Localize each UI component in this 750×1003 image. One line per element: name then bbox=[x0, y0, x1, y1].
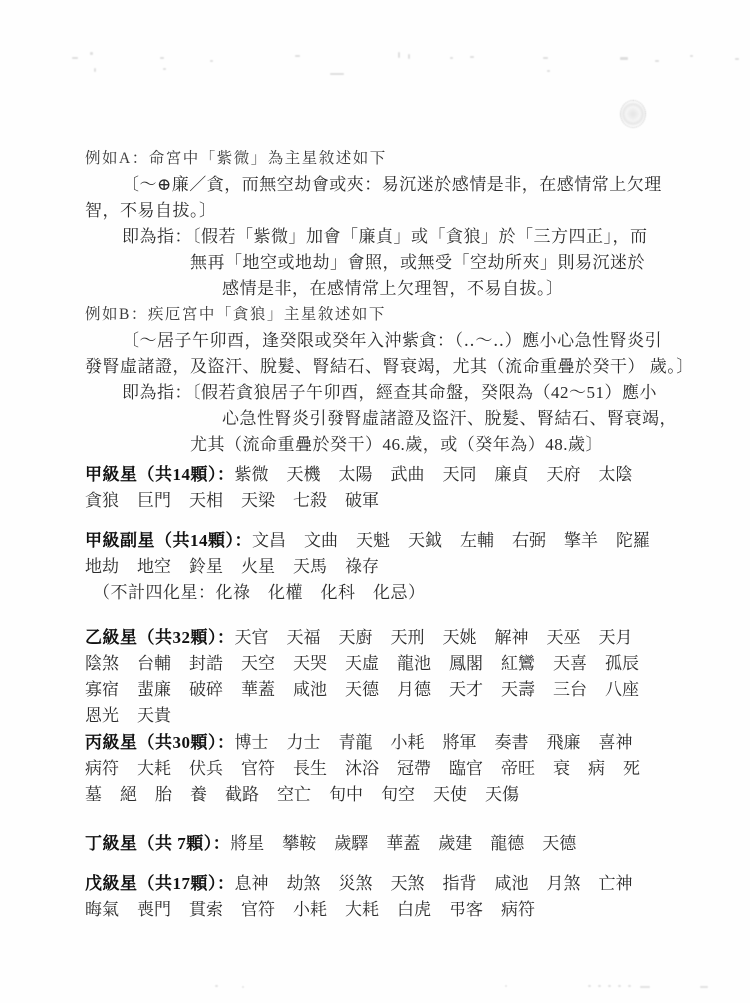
scan-noise-mark bbox=[398, 52, 400, 58]
star-name: 龍池 bbox=[397, 654, 431, 673]
star-name: 地劫 bbox=[85, 557, 119, 576]
scan-noise-mark bbox=[215, 985, 218, 987]
star-name: 天府 bbox=[546, 465, 581, 484]
text-line: 即為指：〔假若「紫微」加會「廉貞」或「貪狼」於「三方四正」，而 bbox=[122, 227, 648, 246]
star-name: 天壽 bbox=[501, 680, 535, 699]
star-name: 天喜 bbox=[553, 654, 587, 673]
stamp-icon bbox=[620, 100, 646, 128]
star-name: 台輔 bbox=[137, 654, 171, 673]
star-name: 破碎 bbox=[189, 680, 223, 699]
scan-noise-mark bbox=[242, 986, 244, 988]
star-name: 寡宿 bbox=[85, 680, 119, 699]
star-name: 病符 bbox=[85, 759, 119, 778]
text-line: 發腎虛諸證，及盜汗、脫髮、腎結石、腎衰竭，尤其（流命重疊於癸干） 歲。〕 bbox=[85, 357, 694, 376]
star-name: 巨門 bbox=[137, 491, 171, 510]
star-name: 天傷 bbox=[485, 785, 519, 804]
star-name: 咸池 bbox=[494, 874, 529, 893]
scan-noise-mark bbox=[210, 60, 213, 62]
star-name: 紫微 bbox=[234, 465, 269, 484]
star-name: 青龍 bbox=[338, 733, 373, 752]
star-name: 太陽 bbox=[338, 465, 373, 484]
star-name: 歲建 bbox=[438, 834, 473, 853]
text-line: 智，不易自拔。〕 bbox=[85, 201, 217, 220]
scan-noise-mark bbox=[295, 55, 300, 57]
star-name: 奏書 bbox=[494, 733, 529, 752]
star-name: 將軍 bbox=[442, 733, 477, 752]
text-line: 無再「地空或地劫」會照，或無受「空劫所夾」則易沉迷於 bbox=[190, 253, 645, 272]
star-name: 天魁 bbox=[356, 531, 390, 550]
star-name: 歲驛 bbox=[334, 834, 369, 853]
star-name: 地空 bbox=[137, 557, 171, 576]
star-name: 天相 bbox=[189, 491, 223, 510]
star-section-grade-c bbox=[85, 730, 685, 808]
star-name: 天月 bbox=[598, 628, 633, 647]
star-section-heading: 丙級星（共30顆）： bbox=[85, 733, 235, 752]
star-name: 陀羅 bbox=[616, 531, 650, 550]
star-section-heading: 乙級星（共32顆）： bbox=[85, 628, 235, 647]
star-name: 龍德 bbox=[490, 834, 525, 853]
star-name: 左輔 bbox=[460, 531, 494, 550]
star-name: 武曲 bbox=[390, 465, 425, 484]
star-name: 紅鸞 bbox=[501, 654, 535, 673]
star-name: 沐浴 bbox=[345, 759, 379, 778]
star-name: 鳳閣 bbox=[449, 654, 483, 673]
scan-noise-mark bbox=[408, 54, 410, 59]
star-name: 弔客 bbox=[449, 900, 483, 919]
star-name: 息神 bbox=[234, 874, 269, 893]
star-name: 天馬 bbox=[293, 557, 327, 576]
star-name: 死 bbox=[623, 759, 640, 778]
four-transform-note: （不計四化星：化祿 化權 化科 化忌） bbox=[93, 583, 426, 602]
scan-noise-mark bbox=[450, 57, 453, 59]
star-section-grade-e bbox=[85, 871, 685, 923]
star-name: 將星 bbox=[230, 834, 265, 853]
star-name: 文曲 bbox=[304, 531, 338, 550]
scan-noise-mark bbox=[690, 55, 693, 57]
star-name: 帝旺 bbox=[501, 759, 535, 778]
star-name: 伏兵 bbox=[189, 759, 223, 778]
star-name: 陰煞 bbox=[85, 654, 119, 673]
scan-noise-mark bbox=[608, 985, 611, 987]
star-name: 飛廉 bbox=[546, 733, 581, 752]
star-name: 恩光 bbox=[85, 706, 119, 725]
star-name: 貫索 bbox=[189, 900, 223, 919]
star-name: 病符 bbox=[501, 900, 535, 919]
example-a-title: 例如A：命宮中「紫微」為主星敘述如下 bbox=[85, 150, 387, 167]
text-line: 〔～⊕廉／貪，而無空劫會或夾：易沉迷於感情是非，在感情常上欠理 bbox=[122, 175, 662, 194]
star-name: 月德 bbox=[397, 680, 431, 699]
star-name: 天刑 bbox=[390, 628, 425, 647]
star-name: 力士 bbox=[286, 733, 321, 752]
star-name: 蜚廉 bbox=[137, 680, 171, 699]
star-name: 天巫 bbox=[546, 628, 581, 647]
star-name: 空亡 bbox=[277, 785, 311, 804]
star-name: 火星 bbox=[241, 557, 275, 576]
star-name: 月煞 bbox=[546, 874, 581, 893]
star-name: 病 bbox=[588, 759, 605, 778]
star-name: 長生 bbox=[293, 759, 327, 778]
star-name: 擎羊 bbox=[564, 531, 598, 550]
star-name: 太陰 bbox=[598, 465, 633, 484]
star-name: 貪狼 bbox=[85, 491, 119, 510]
star-name: 祿存 bbox=[345, 557, 379, 576]
scan-noise-mark bbox=[598, 985, 601, 987]
star-name: 右弼 bbox=[512, 531, 546, 550]
star-name: 八座 bbox=[605, 680, 639, 699]
star-name: 官符 bbox=[241, 900, 275, 919]
star-section-grade-a-minor bbox=[85, 528, 685, 606]
star-name: 華蓋 bbox=[386, 834, 421, 853]
star-name: 文昌 bbox=[252, 531, 286, 550]
star-name: 天鉞 bbox=[408, 531, 442, 550]
example-a-block bbox=[85, 146, 685, 302]
star-name: 災煞 bbox=[338, 874, 373, 893]
scan-noise-mark bbox=[90, 52, 93, 55]
star-name: 亡神 bbox=[598, 874, 633, 893]
star-section-heading: 甲級星（共14顆）： bbox=[85, 465, 235, 484]
scan-noise-mark bbox=[588, 985, 591, 987]
star-name: 天廚 bbox=[338, 628, 373, 647]
star-name: 三台 bbox=[553, 680, 587, 699]
scan-noise-mark bbox=[618, 985, 621, 987]
example-b-title: 例如B：疾厄宮中「貪狼」主星敘述如下 bbox=[85, 306, 386, 323]
star-name: 指背 bbox=[442, 874, 477, 893]
star-name: 破軍 bbox=[345, 491, 379, 510]
scan-noise-mark bbox=[72, 57, 78, 59]
star-section-grade-d bbox=[85, 831, 685, 857]
text-line: 即為指：〔假若貪狼居子午卯酉，經查其命盤，癸限為（42～51）應小 bbox=[122, 383, 657, 402]
star-name: 天德 bbox=[345, 680, 379, 699]
star-name: 衰 bbox=[553, 759, 570, 778]
star-name: 旬中 bbox=[329, 785, 363, 804]
star-name: 華蓋 bbox=[241, 680, 275, 699]
scan-noise-mark bbox=[628, 985, 631, 987]
text-line: 尤其（流命重疊於癸干）46.歲，或（癸年為）48.歲〕 bbox=[190, 435, 603, 454]
star-name: 墓 bbox=[85, 785, 102, 804]
star-name: 封誥 bbox=[189, 654, 223, 673]
star-name: 養 bbox=[190, 785, 207, 804]
scan-noise-mark bbox=[655, 60, 659, 62]
star-name: 喪門 bbox=[137, 900, 171, 919]
star-name: 白虎 bbox=[397, 900, 431, 919]
star-name: 天姚 bbox=[442, 628, 477, 647]
star-name: 劫煞 bbox=[286, 874, 321, 893]
star-name: 天虛 bbox=[345, 654, 379, 673]
star-name: 天福 bbox=[286, 628, 321, 647]
star-section-grade-a bbox=[85, 462, 685, 514]
star-list bbox=[230, 834, 576, 853]
star-name: 天貴 bbox=[137, 706, 171, 725]
scan-noise-mark bbox=[163, 68, 166, 70]
scan-noise-mark bbox=[547, 70, 550, 72]
star-name: 絕 bbox=[120, 785, 137, 804]
scan-noise-mark bbox=[620, 57, 628, 60]
star-name: 小耗 bbox=[293, 900, 327, 919]
scan-noise-mark bbox=[160, 57, 164, 59]
text-line: 心急性腎炎引發腎虛諸證及盜汗、脫髮、腎結石、腎衰竭， bbox=[222, 409, 677, 428]
star-name: 天煞 bbox=[390, 874, 425, 893]
star-name: 天德 bbox=[542, 834, 577, 853]
star-name: 胎 bbox=[155, 785, 172, 804]
scan-noise-mark bbox=[640, 986, 650, 988]
star-name: 七殺 bbox=[293, 491, 327, 510]
star-name: 天才 bbox=[449, 680, 483, 699]
star-name: 廉貞 bbox=[494, 465, 529, 484]
star-name: 天哭 bbox=[293, 654, 327, 673]
star-section-heading: 丁級星（共 7顆）： bbox=[85, 834, 231, 853]
star-name: 天梁 bbox=[241, 491, 275, 510]
star-name: 鈴星 bbox=[189, 557, 223, 576]
star-name: 旬空 bbox=[381, 785, 415, 804]
star-name: 臨官 bbox=[449, 759, 483, 778]
star-name: 晦氣 bbox=[85, 900, 119, 919]
text-line: 〔～居子午卯酉，逢癸限或癸年入沖紫貪：（‥～‥）應小心急性腎炎引 bbox=[122, 331, 663, 350]
example-b-block bbox=[85, 302, 694, 458]
star-name: 天機 bbox=[286, 465, 321, 484]
star-name: 天同 bbox=[442, 465, 477, 484]
star-name: 大耗 bbox=[137, 759, 171, 778]
star-name: 大耗 bbox=[345, 900, 379, 919]
text-line: 感情是非，在感情常上欠理智，不易自拔。〕 bbox=[222, 279, 564, 298]
star-name: 官符 bbox=[241, 759, 275, 778]
scan-noise-mark bbox=[505, 985, 507, 987]
star-name: 博士 bbox=[234, 733, 269, 752]
star-name: 天官 bbox=[234, 628, 269, 647]
scan-noise-mark bbox=[735, 58, 739, 60]
star-name: 攀鞍 bbox=[282, 834, 317, 853]
scan-noise-mark bbox=[700, 986, 708, 988]
scan-noise-mark bbox=[470, 56, 474, 58]
star-name: 天使 bbox=[433, 785, 467, 804]
star-name: 天空 bbox=[241, 654, 275, 673]
star-section-heading: 戊級星（共17顆）： bbox=[85, 874, 235, 893]
star-name: 咸池 bbox=[293, 680, 327, 699]
scan-noise-mark bbox=[543, 57, 548, 59]
star-name: 喜神 bbox=[598, 733, 633, 752]
star-name: 解神 bbox=[494, 628, 529, 647]
star-name: 小耗 bbox=[390, 733, 425, 752]
star-section-grade-b bbox=[85, 625, 685, 729]
star-name: 冠帶 bbox=[397, 759, 431, 778]
scan-noise-mark bbox=[94, 68, 96, 72]
star-name: 截路 bbox=[225, 785, 259, 804]
star-section-heading: 甲級副星（共14顆）： bbox=[85, 531, 252, 550]
scan-noise-mark bbox=[330, 73, 344, 75]
star-name: 孤辰 bbox=[605, 654, 639, 673]
